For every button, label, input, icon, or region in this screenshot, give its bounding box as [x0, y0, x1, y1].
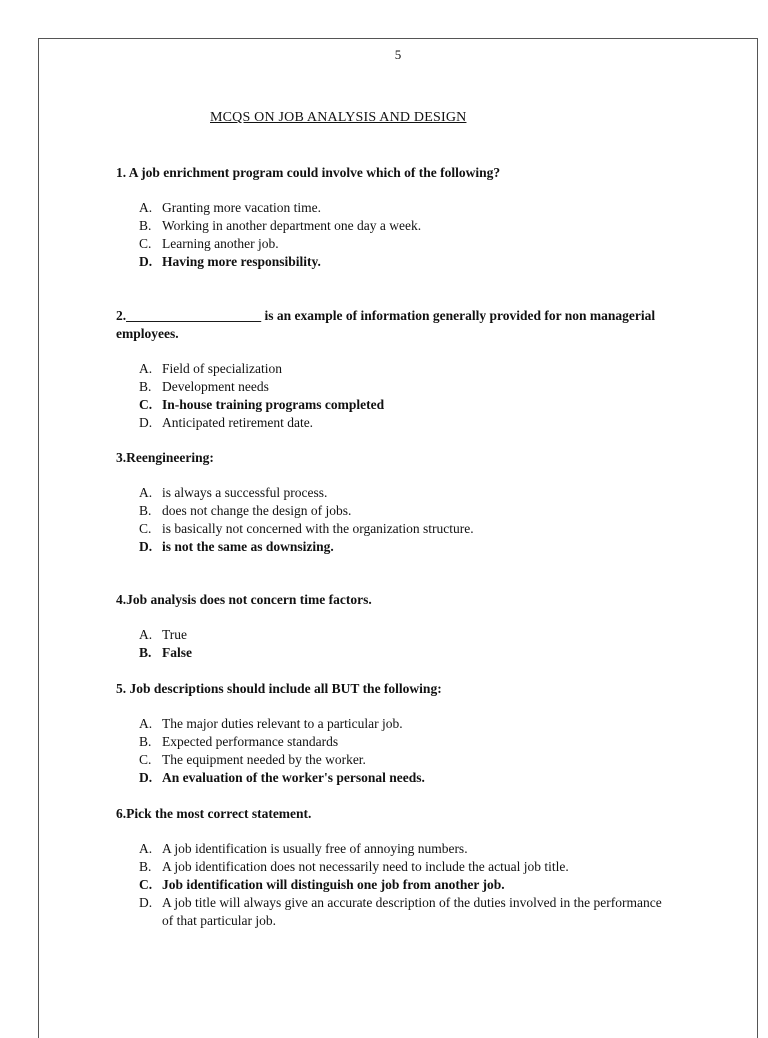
question-2: [116, 307, 676, 432]
option-text: A job identification does not necessarily need to include the actual job title.: [162, 859, 569, 874]
option: [139, 217, 676, 235]
option-letter: A.: [139, 716, 153, 731]
option-text: False: [162, 645, 192, 660]
option: [139, 484, 676, 502]
option-text: The equipment needed by the worker.: [162, 752, 366, 767]
option-letter: C.: [139, 397, 153, 412]
page-number: 5: [394, 47, 402, 62]
option-letter: B.: [139, 859, 152, 874]
question-5: [116, 680, 676, 787]
option-text: Working in another department one day a week.: [162, 218, 422, 233]
option-text: True: [162, 627, 188, 642]
option-text: Having more responsibility.: [162, 254, 321, 269]
option-letter: D.: [139, 895, 153, 910]
question-text: 4.Job analysis does not concern time factors.: [116, 592, 372, 607]
option: [139, 520, 676, 538]
option: [139, 733, 676, 751]
option-letter: B.: [139, 218, 152, 233]
question-6: [116, 805, 676, 930]
option-letter: B.: [139, 734, 152, 749]
option-letter: B.: [139, 379, 152, 394]
question-text: 2.____________________ is an example of information generally provided for non managerial employees.: [116, 308, 656, 341]
option-text: Development needs: [162, 379, 269, 394]
question-3: [116, 449, 676, 556]
option-text: Expected performance standards: [162, 734, 339, 749]
option-letter: C.: [139, 752, 152, 767]
option: [139, 840, 676, 858]
option: [139, 626, 676, 644]
document-title: MCQS ON JOB ANALYSIS AND DESIGN: [210, 110, 467, 125]
option-text: does not change the design of jobs.: [162, 503, 352, 518]
option-text: A job identification is usually free of annoying numbers.: [162, 841, 468, 856]
option-letter: D.: [139, 254, 153, 269]
option-letter: C.: [139, 521, 152, 536]
options-list: [139, 199, 676, 271]
option-correct: [139, 253, 676, 271]
option-letter: D.: [139, 539, 153, 554]
option-letter: A.: [139, 841, 153, 856]
option-text: Anticipated retirement date.: [162, 415, 314, 430]
option-correct: [139, 769, 676, 787]
question-text: 1. A job enrichment program could involve which of the following?: [116, 165, 501, 180]
option-text: is not the same as downsizing.: [162, 539, 334, 554]
option-correct: [139, 876, 676, 894]
option-letter: C.: [139, 236, 152, 251]
option: [139, 378, 676, 396]
option-text: is basically not concerned with the organization structure.: [162, 521, 474, 536]
question-4: [116, 591, 676, 662]
option: [139, 360, 676, 378]
option-text: Job identification will distinguish one job from another job.: [162, 877, 505, 892]
option-text: A job title will always give an accurate description of the duties involved in the performance of that particular job.: [162, 895, 662, 928]
question-text: 5. Job descriptions should include all BUT the following:: [116, 681, 442, 696]
option-text: Field of specialization: [162, 361, 282, 376]
option-text: is always a successful process.: [162, 485, 328, 500]
option-text: The major duties relevant to a particular job.: [162, 716, 403, 731]
option-letter: A.: [139, 485, 153, 500]
option-letter: B.: [139, 503, 152, 518]
option: [139, 894, 676, 930]
option-text: Granting more vacation time.: [162, 200, 321, 215]
question-text: 6.Pick the most correct statement.: [116, 806, 312, 821]
question-text: 3.Reengineering:: [116, 450, 214, 465]
option-text: An evaluation of the worker's personal needs.: [162, 770, 425, 785]
option: [139, 858, 676, 876]
document-page: [38, 38, 758, 1038]
options-list: [139, 715, 676, 787]
options-list: [139, 360, 676, 432]
question-1: [116, 164, 676, 271]
option-correct: [139, 538, 676, 556]
option-letter: A.: [139, 200, 153, 215]
option: [139, 502, 676, 520]
options-list: [139, 484, 676, 556]
option: [139, 199, 676, 217]
options-list: [139, 626, 676, 662]
option: [139, 751, 676, 769]
option-correct: [139, 644, 676, 662]
option-text: In-house training programs completed: [162, 397, 385, 412]
option-letter: A.: [139, 361, 153, 376]
option: [139, 235, 676, 253]
option: [139, 715, 676, 733]
option-letter: D.: [139, 415, 153, 430]
option-letter: C.: [139, 877, 153, 892]
option-letter: B.: [139, 645, 152, 660]
option: [139, 414, 676, 432]
option-text: Learning another job.: [162, 236, 279, 251]
options-list: [139, 840, 676, 930]
option-letter: A.: [139, 627, 153, 642]
option-letter: D.: [139, 770, 153, 785]
option-correct: [139, 396, 676, 414]
